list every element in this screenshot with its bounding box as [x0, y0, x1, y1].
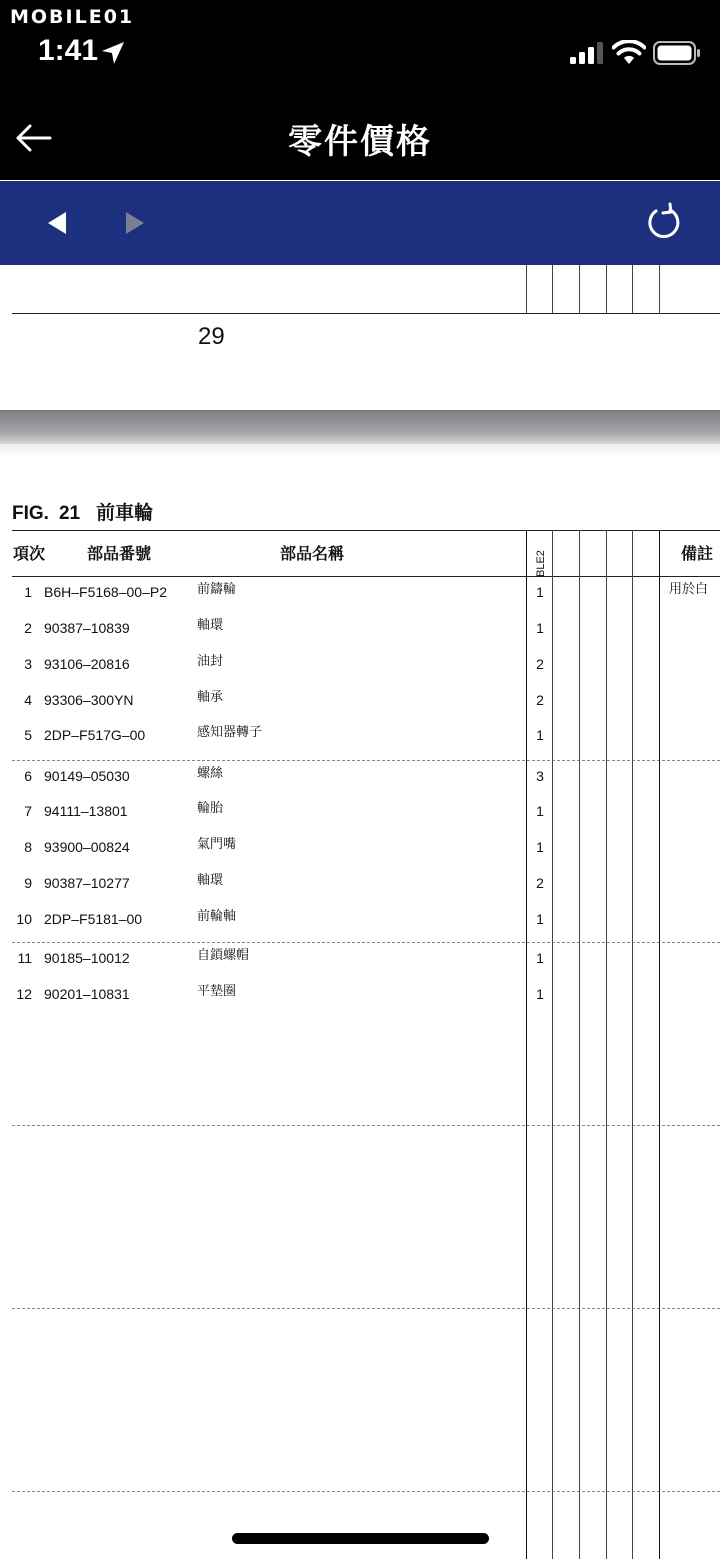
part-name: 輪胎 — [197, 801, 224, 816]
home-indicator[interactable] — [232, 1533, 489, 1544]
table-row — [0, 721, 720, 751]
quantity: 2 — [536, 692, 544, 708]
table-row — [0, 686, 720, 716]
part-number: B6H–F5168–00–P2 — [44, 584, 167, 600]
table-top-rule — [12, 530, 720, 531]
header-model-code: BLE2 — [535, 550, 547, 577]
group-divider — [12, 1125, 720, 1126]
header-remarks: 備註 — [681, 544, 714, 563]
quantity: 2 — [536, 656, 544, 672]
part-name: 氣門嘴 — [197, 837, 237, 852]
part-number: 90387–10839 — [44, 620, 130, 636]
part-name: 軸環 — [197, 618, 224, 633]
table-row — [0, 944, 720, 974]
table-row — [0, 614, 720, 644]
part-number: 90149–05030 — [44, 768, 130, 784]
page-separator-fade — [0, 444, 720, 458]
column-divider — [552, 530, 553, 1559]
item-number: 9 — [24, 875, 32, 891]
cellular-signal-icon — [570, 42, 604, 64]
navigation-toolbar — [0, 181, 720, 265]
part-number: 93900–00824 — [44, 839, 130, 855]
quantity: 1 — [536, 950, 544, 966]
column-divider — [579, 265, 580, 314]
item-number: 12 — [16, 986, 32, 1002]
table-row — [0, 762, 720, 792]
part-number: 93306–300YN — [44, 692, 134, 708]
group-divider — [12, 942, 720, 943]
refresh-button[interactable] — [640, 199, 686, 245]
column-divider — [632, 265, 633, 314]
figure-label: FIG. — [12, 503, 49, 524]
item-number: 6 — [24, 768, 32, 784]
quantity: 1 — [536, 803, 544, 819]
item-number: 3 — [24, 656, 32, 672]
column-divider — [526, 265, 527, 314]
column-divider — [579, 530, 580, 1559]
page-title: 零件價格 — [288, 122, 432, 162]
item-number: 1 — [24, 584, 32, 600]
column-divider — [552, 265, 553, 314]
status-time: 1:41 — [38, 34, 99, 67]
figure-number: 21 — [58, 503, 81, 524]
column-divider — [606, 265, 607, 314]
quantity: 1 — [536, 727, 544, 743]
part-name: 螺絲 — [197, 766, 224, 781]
header-item-no: 項次 — [13, 544, 46, 563]
quantity: 1 — [536, 839, 544, 855]
quantity: 1 — [536, 911, 544, 927]
quantity: 1 — [536, 986, 544, 1002]
page-number: 29 — [198, 323, 225, 350]
table-row — [0, 797, 720, 827]
item-number: 11 — [17, 950, 32, 966]
table-row — [0, 980, 720, 1010]
part-number: 90387–10277 — [44, 875, 130, 891]
item-number: 8 — [24, 839, 32, 855]
column-divider — [606, 530, 607, 1559]
group-divider — [12, 1308, 720, 1309]
table-row — [0, 905, 720, 935]
location-arrow-icon — [100, 40, 126, 66]
part-name: 平墊圈 — [197, 984, 237, 999]
wifi-icon — [612, 40, 646, 66]
part-name: 油封 — [197, 654, 224, 669]
figure-name: 前車輪 — [96, 502, 154, 524]
part-number: 90201–10831 — [44, 986, 130, 1002]
part-number: 2DP–F517G–00 — [44, 727, 146, 743]
part-name: 感知器轉子 — [197, 725, 263, 740]
figure-heading — [12, 498, 153, 525]
part-number: 90185–10012 — [44, 950, 130, 966]
table-row — [0, 650, 720, 680]
part-name: 前輪軸 — [197, 909, 237, 924]
group-divider — [12, 760, 720, 761]
column-divider — [526, 530, 527, 1559]
column-divider — [632, 530, 633, 1559]
remark: 用於白 — [669, 582, 709, 597]
next-page-button[interactable] — [112, 203, 152, 243]
quantity: 3 — [536, 768, 544, 784]
item-number: 10 — [16, 911, 32, 927]
item-number: 7 — [24, 803, 32, 819]
quantity: 1 — [536, 584, 544, 600]
previous-page-fragment — [0, 265, 720, 410]
header-part-no: 部品番號 — [87, 544, 152, 563]
battery-icon — [653, 41, 701, 65]
part-number: 94111–13801 — [44, 803, 128, 819]
item-number: 5 — [24, 727, 32, 743]
table-bottom-rule — [12, 313, 720, 314]
column-divider — [659, 265, 660, 314]
item-number: 2 — [24, 620, 32, 636]
item-number: 4 — [24, 692, 32, 708]
group-divider — [12, 1491, 720, 1492]
part-name: 前鑄輪 — [197, 582, 237, 597]
part-name: 軸承 — [197, 690, 224, 705]
previous-page-button[interactable] — [40, 203, 80, 243]
part-name: 軸環 — [197, 873, 224, 888]
table-row — [0, 833, 720, 863]
quantity: 1 — [536, 620, 544, 636]
table-row — [0, 578, 720, 608]
column-divider — [659, 530, 660, 1559]
quantity: 2 — [536, 875, 544, 891]
watermark-logo: MOBILE01 — [10, 6, 135, 28]
part-name: 自鎖螺帽 — [197, 948, 250, 963]
page-separator — [0, 410, 720, 444]
table-row — [0, 869, 720, 899]
table-header-rule — [12, 576, 720, 577]
app-header — [0, 0, 720, 180]
part-number: 93106–20816 — [44, 656, 130, 672]
header-part-name: 部品名稱 — [280, 544, 345, 563]
part-number: 2DP–F5181–00 — [44, 911, 143, 927]
